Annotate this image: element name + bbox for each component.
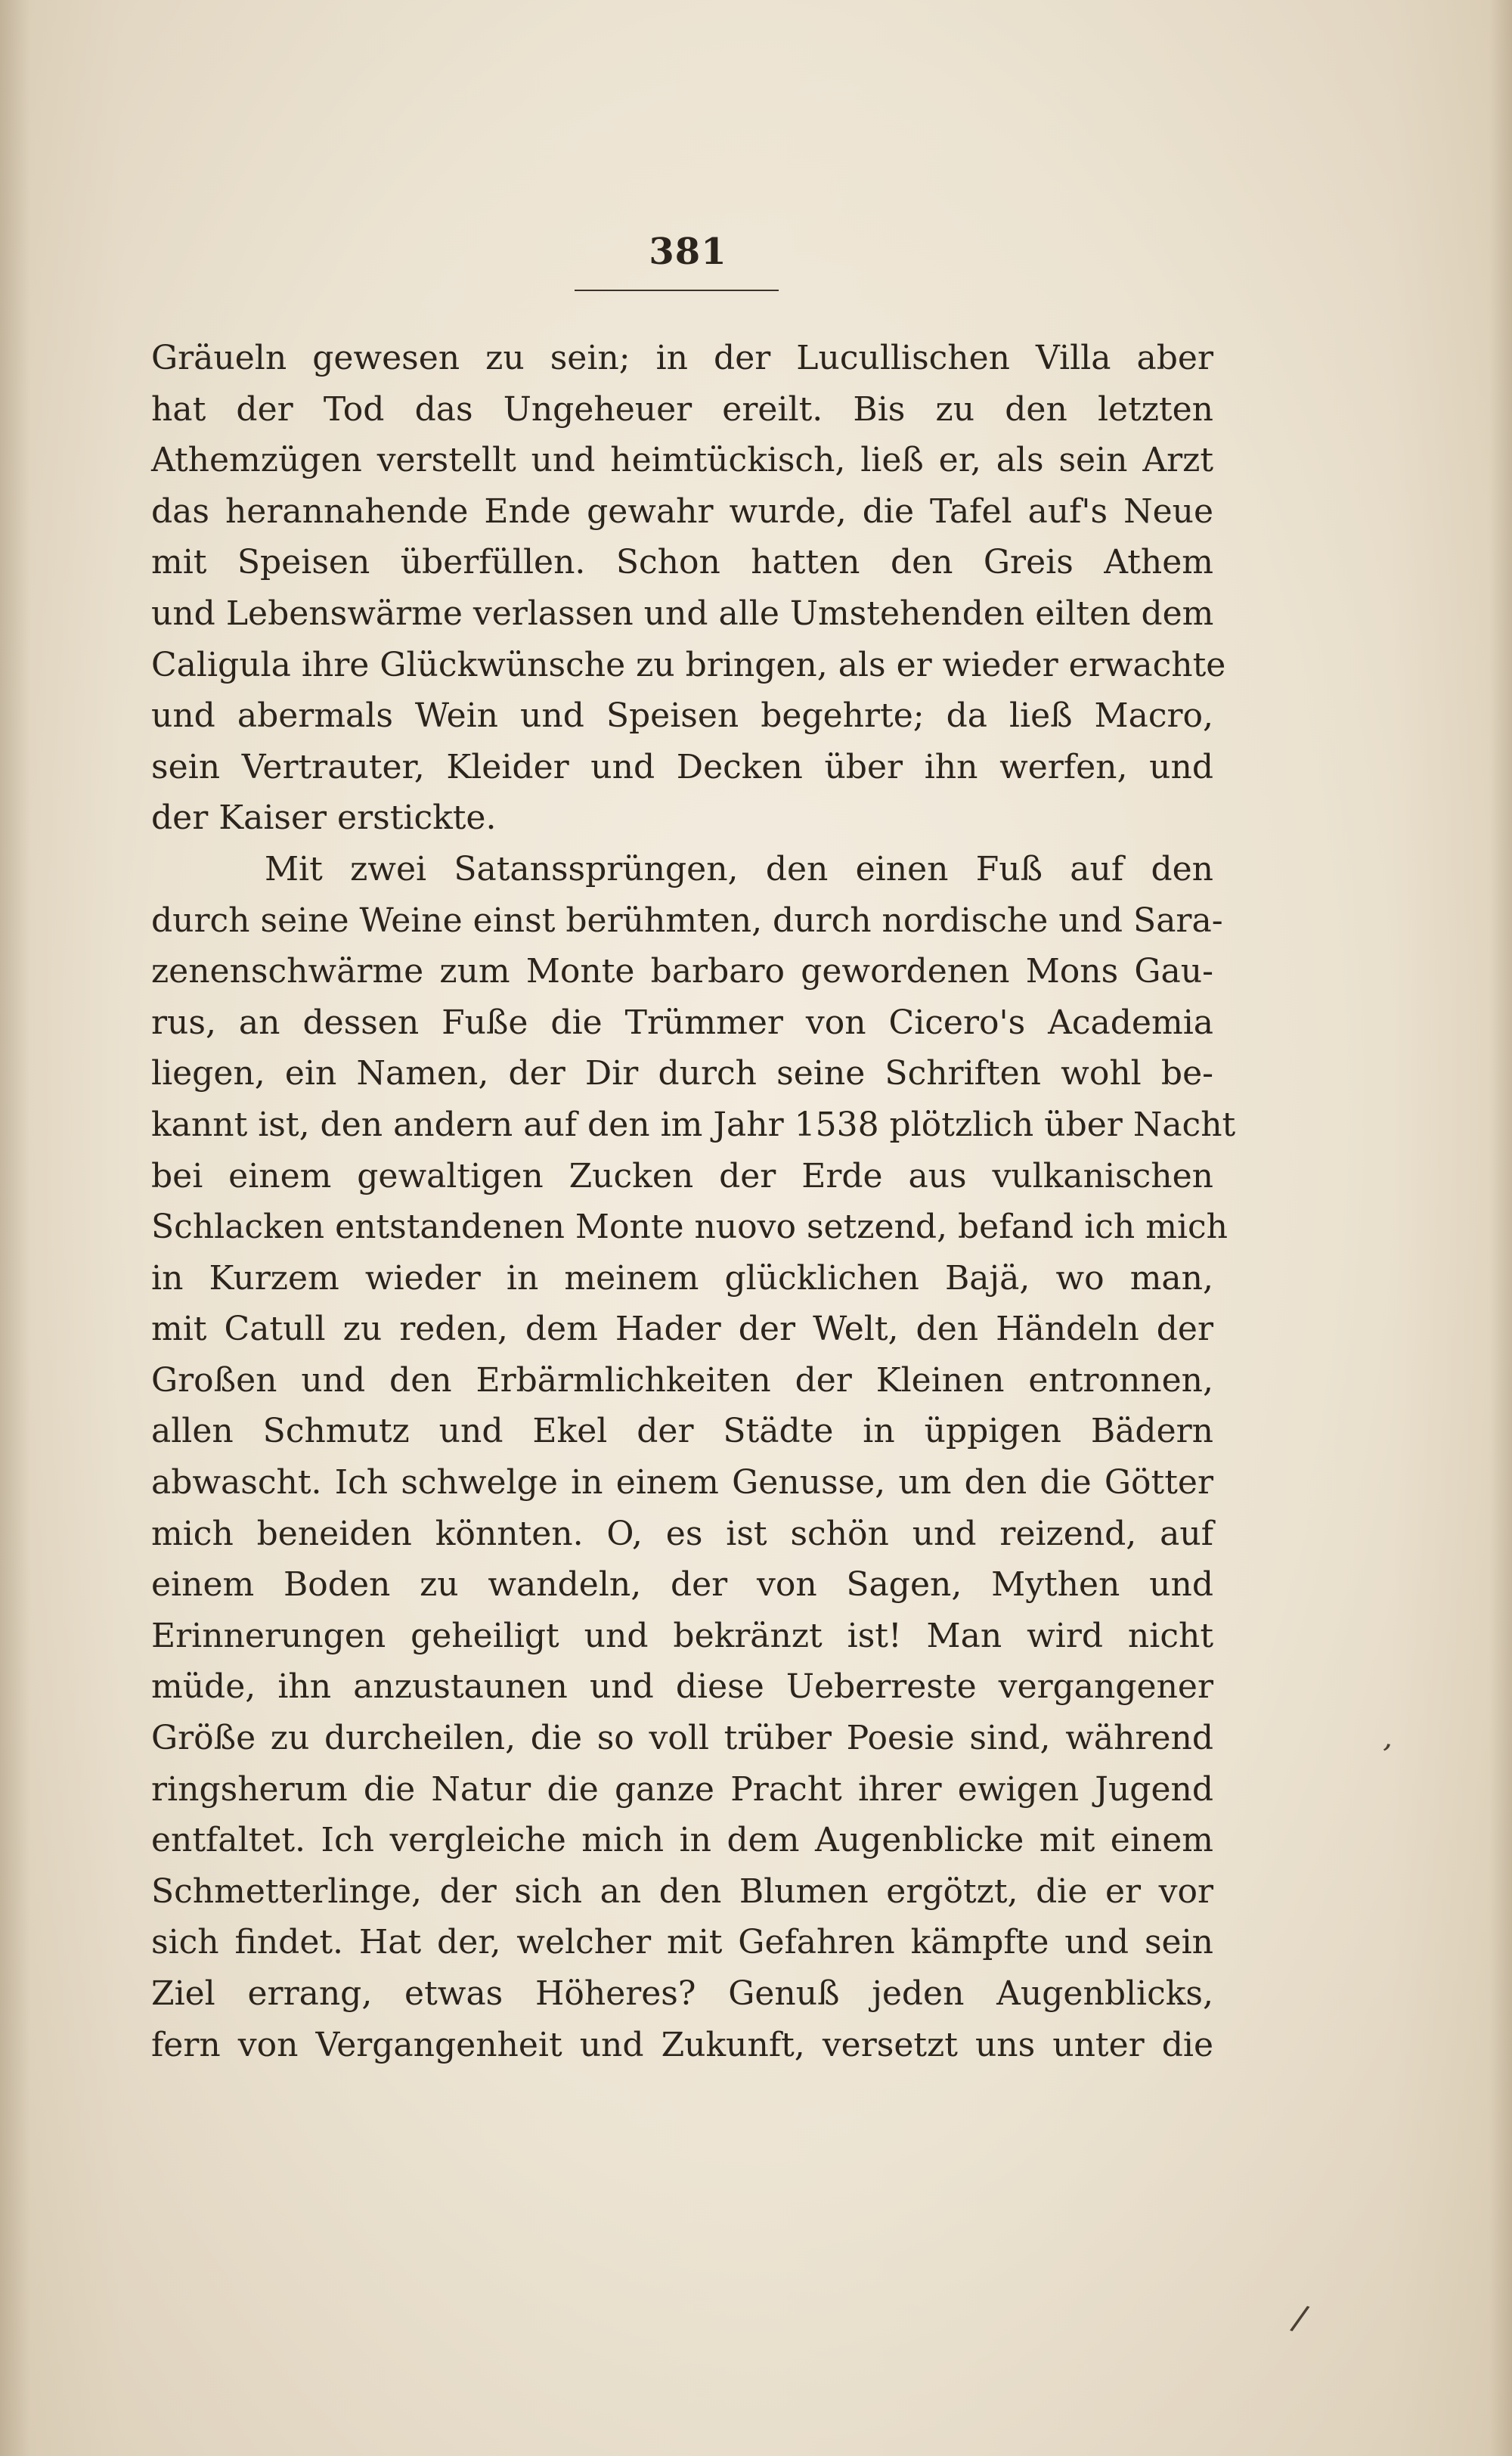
body-text xyxy=(151,333,1236,2070)
text-line: in Kurzem wieder in meinem glücklichen Bajä, wo man, xyxy=(151,1258,1213,1298)
text-line: und abermals Wein und Speisen begehrte; da ließ Macro, xyxy=(151,696,1213,736)
text-line: und Lebenswärme verlassen und alle Umstehenden eilten dem xyxy=(151,594,1214,633)
text-line: bei einem gewaltigen Zucken der Erde aus vulkanischen xyxy=(151,1156,1213,1195)
text-line: zenenschwärme zum Monte barbaro gewordenen Mons Gau- xyxy=(151,952,1213,991)
text-line: müde, ihn anzustaunen und diese Ueberreste vergangener xyxy=(151,1667,1213,1707)
text-line: der Kaiser erstickte. xyxy=(151,799,497,838)
page-number: 381 xyxy=(649,231,727,273)
text-line: rus, an dessen Fuße die Trümmer von Cicero's Academia xyxy=(151,1003,1213,1042)
page-edge-shadow-left xyxy=(0,0,30,2456)
header-rule xyxy=(575,290,779,291)
margin-mark: / xyxy=(1288,2296,1312,2340)
text-line: entfaltet. Ich vergleiche mich in dem Augenblicke mit einem xyxy=(151,1821,1213,1860)
text-line: Erinnerungen geheiligt und bekränzt ist! Man wird nicht xyxy=(151,1616,1213,1655)
text-line: Caligula ihre Glückwünsche zu bringen, als er wieder erwachte xyxy=(151,645,1226,684)
text-line: das herannahende Ende gewahr wurde, die Tafel auf's Neue xyxy=(151,492,1213,531)
text-line: abwascht. Ich schwelge in einem Genusse, um den die Götter xyxy=(151,1463,1213,1502)
text-line: mich beneiden könnten. O, es ist schön und reizend, auf xyxy=(151,1514,1213,1553)
margin-mark: , xyxy=(1381,1720,1399,1756)
page-edge-shadow-right xyxy=(1489,0,1512,2456)
text-line: mit Speisen überfüllen. Schon hatten den Greis Athem xyxy=(151,543,1213,582)
text-line: kannt ist, den andern auf den im Jahr 1538 plötzlich über Nacht xyxy=(151,1105,1236,1144)
text-line: hat der Tod das Ungeheuer ereilt. Bis zu den letzten xyxy=(151,389,1213,429)
text-line: durch seine Weine einst berühmten, durch nordische und Sara- xyxy=(151,901,1223,940)
text-line: Schmetterlinge, der sich an den Blumen ergötzt, die er vor xyxy=(151,1871,1213,1911)
text-line: sein Vertrauter, Kleider und Decken über ihn werfen, und xyxy=(151,747,1213,786)
text-line: einem Boden zu wandeln, der von Sagen, Mythen und xyxy=(151,1565,1213,1605)
text-line: allen Schmutz und Ekel der Städte in üppigen Bädern xyxy=(151,1412,1213,1451)
text-line: Athemzügen verstellt und heimtückisch, ließ er, als sein Arzt xyxy=(151,441,1213,480)
text-line: sich findet. Hat der, welcher mit Gefahren kämpfte und sein xyxy=(151,1923,1213,1962)
text-line: ringsherum die Natur die ganze Pracht ihrer ewigen Jugend xyxy=(151,1769,1213,1809)
text-line: Großen und den Erbärmlichkeiten der Kleinen entronnen, xyxy=(151,1360,1213,1400)
text-line: Größe zu durcheilen, die so voll trüber Poesie sind, während xyxy=(151,1719,1213,1758)
text-line: Ziel errang, etwas Höheres? Genuß jeden Augenblicks, xyxy=(151,1974,1213,2013)
text-line: Gräueln gewesen zu sein; in der Lucullischen Villa aber xyxy=(151,339,1213,377)
text-line: Schlacken entstandenen Monte nuovo setzend, befand ich mich xyxy=(151,1208,1228,1247)
text-line: fern von Vergangenheit und Zukunft, versetzt uns unter die xyxy=(151,2025,1213,2064)
text-line: mit Catull zu reden, dem Hader der Welt, den Händeln der xyxy=(151,1310,1213,1349)
paragraph-start-line: Mit zwei Satanssprüngen, den einen Fuß auf den xyxy=(265,849,1213,888)
text-line: liegen, ein Namen, der Dir durch seine Schriften wohl be- xyxy=(151,1054,1213,1093)
